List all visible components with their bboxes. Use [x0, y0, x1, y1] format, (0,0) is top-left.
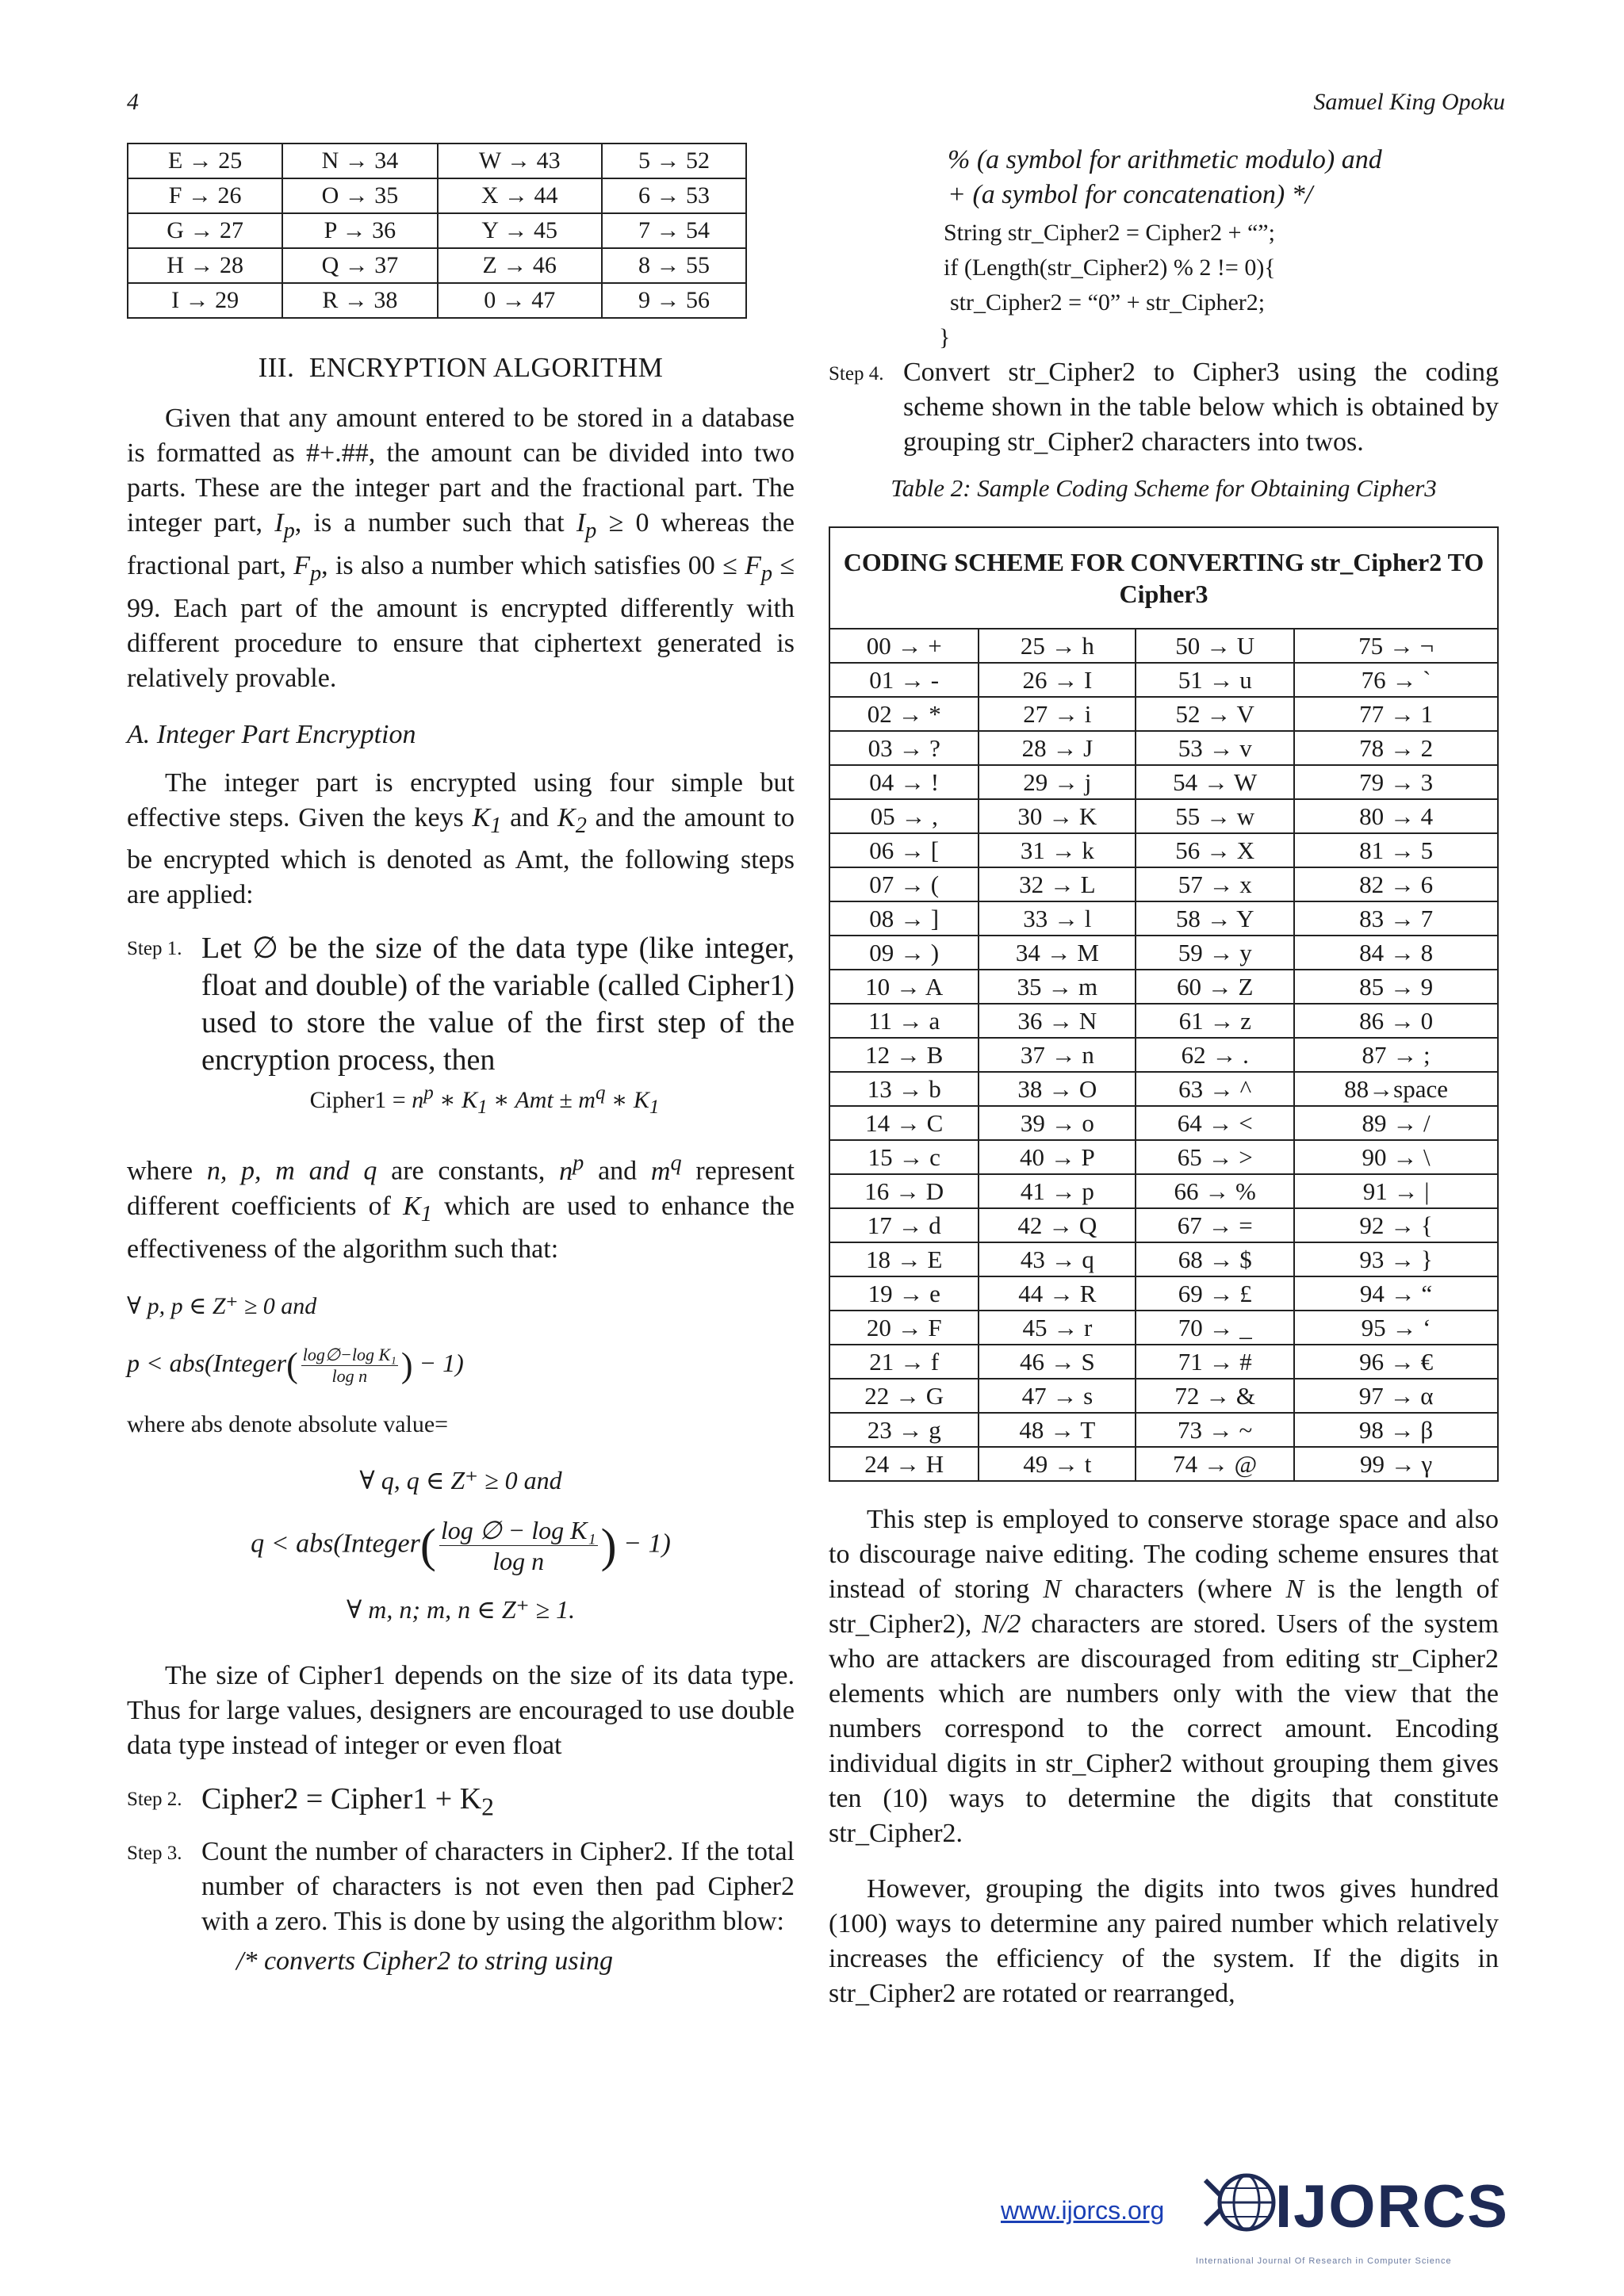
table-cell: 50 → U — [1136, 629, 1294, 663]
table-cell: 37 → n — [979, 1038, 1136, 1072]
table-cell: G → 27 — [128, 213, 282, 248]
table-cell: 83 → 7 — [1294, 901, 1498, 936]
table-cell: 76 → ` — [1294, 663, 1498, 697]
table-row — [829, 629, 1498, 663]
table-row — [829, 1208, 1498, 1242]
running-author: Samuel King Opoku — [1313, 89, 1505, 115]
table-cell: 43 → q — [979, 1242, 1136, 1276]
table-cell: P → 36 — [282, 213, 437, 248]
table-row — [829, 970, 1498, 1004]
table-cell: 73 → ~ — [1136, 1413, 1294, 1447]
table-cell: 06 → [ — [829, 833, 979, 867]
table-cell: 17 → d — [829, 1208, 979, 1242]
table-cell: 24 → H — [829, 1447, 979, 1481]
code-line: String str_Cipher2 = Cipher2 + “”; — [944, 220, 1275, 246]
table-row — [829, 663, 1498, 697]
table-cell: 71 → # — [1136, 1345, 1294, 1379]
integer-paragraph: The integer part is encrypted using four simple but effective steps. Given the keys $K_1$ and $K_2$ and the amount to be encrypted which is denoted as Amt, the following steps are applied: — [127, 767, 795, 910]
table-row — [829, 1447, 1498, 1481]
step-label: Step 2. — [127, 1788, 182, 1810]
code-line: + (a symbol for concatenation) */ — [948, 180, 1313, 209]
table-cell: 00 → + — [829, 629, 979, 663]
table-cell: 68 → $ — [1136, 1242, 1294, 1276]
table-row — [829, 697, 1498, 731]
table-cell: 6 → 53 — [602, 178, 746, 213]
table-cell: N → 34 — [282, 144, 437, 178]
table-cell: 31 → k — [979, 833, 1136, 867]
table-cell: I → 29 — [128, 283, 282, 318]
step-text: Let ∅ be the size of the data type (like integer, float and double) of the variable (called Cipher1) used to store the value of the first step of the encryption process, then — [201, 932, 795, 1077]
table-row — [829, 936, 1498, 970]
table-cell: 53 → v — [1136, 731, 1294, 765]
character-mapping-table — [127, 143, 747, 319]
table-cell: 12 → B — [829, 1038, 979, 1072]
table-cell: 72 → & — [1136, 1379, 1294, 1413]
coding-table-title: CODING SCHEME FOR CONVERTING str_Cipher2 TO Cipher3 — [829, 527, 1498, 629]
code-block — [948, 143, 1499, 212]
table-cell: 92 → { — [1294, 1208, 1498, 1242]
table-cell: 93 → } — [1294, 1242, 1498, 1276]
page-number: 4 — [127, 89, 139, 115]
table-cell: 11 → a — [829, 1004, 979, 1038]
size-paragraph: The size of Cipher1 depends on the size of its data type. Thus for large values, designers are encouraged to use double data type instead of integer or even float — [127, 1660, 795, 1760]
table-cell: 45 → r — [979, 1311, 1136, 1345]
table-cell: 64 → < — [1136, 1106, 1294, 1140]
table-cell: 91 → | — [1294, 1174, 1498, 1208]
table-cell: Y → 45 — [438, 213, 602, 248]
table-cell: 07 → ( — [829, 867, 979, 901]
table-cell: O → 35 — [282, 178, 437, 213]
table-cell: 8 → 55 — [602, 248, 746, 283]
table-cell: 15 → c — [829, 1140, 979, 1174]
condition-p-bound: p < abs(Integer( $\frac{\text{log∅−log K₁}}{\text{log n}}$ ) − 1) — [127, 1344, 464, 1386]
table-row — [829, 1174, 1498, 1208]
table-cell: 13 → b — [829, 1072, 979, 1106]
step-text: Cipher2 = Cipher1 + $K_2$ — [201, 1781, 494, 1821]
table-cell: 20 → F — [829, 1311, 979, 1345]
table-row — [128, 248, 746, 283]
coding-scheme-table — [829, 526, 1499, 1482]
table-cell: Q → 37 — [282, 248, 437, 283]
table-row — [128, 178, 746, 213]
conserve-paragraph: This step is employed to conserve storage space and also to discourage naive editing. The coding scheme ensures that instead of storing N characters (where N is the length of str_Cipher2), N/2 characters are stored. Users of the system who are attackers are discouraged from editing str_Cipher2 elements which are numbers only with the view that the numbers correspond to the correct amount. Encoding individual digits in str_Cipher2 without grouping them gives ten (10) ways to determine the digits that constitute str_Cipher2. — [829, 1505, 1500, 1848]
table-cell: 34 → M — [979, 936, 1136, 970]
table-cell: 27 → i — [979, 697, 1136, 731]
table-cell: 47 → s — [979, 1379, 1136, 1413]
table-cell: 74 → @ — [1136, 1447, 1294, 1481]
subsection-heading: A. Integer Part Encryption — [127, 719, 416, 749]
table-cell: 75 → ¬ — [1294, 629, 1498, 663]
table-cell: 88→space — [1294, 1072, 1498, 1106]
step-label: Step 1. — [127, 938, 182, 960]
table-row — [829, 1106, 1498, 1140]
table-row — [829, 1379, 1498, 1413]
table-cell: 23 → g — [829, 1413, 979, 1447]
step-text: Count the number of characters in Cipher2. If the total number of characters is not even then pad Cipher2 with a zero. This is done by using the algorithm blow: /* converts Cipher2 to string using — [201, 1835, 795, 1979]
table-cell: 69 → £ — [1136, 1276, 1294, 1311]
table-cell: 99 → γ — [1294, 1447, 1498, 1481]
table-cell: 49 → t — [979, 1447, 1136, 1481]
step-1 — [127, 930, 795, 1079]
table-cell: 82 → 6 — [1294, 867, 1498, 901]
table-cell: 57 → x — [1136, 867, 1294, 901]
table-row — [128, 213, 746, 248]
table-cell: 54 → W — [1136, 765, 1294, 799]
table-cell: 21 → f — [829, 1345, 979, 1379]
section-heading: III. ENCRYPTION ALGORITHM — [258, 352, 664, 383]
table-cell: 19 → e — [829, 1276, 979, 1311]
table-cell: 96 → € — [1294, 1345, 1498, 1379]
condition-p-domain: ∀ p, p ∈ Z⁺ ≥ 0 and — [127, 1292, 317, 1319]
table-row — [829, 1242, 1498, 1276]
code-line: if (Length(str_Cipher2) % 2 != 0){ — [944, 254, 1276, 281]
table-cell: 59 → y — [1136, 936, 1294, 970]
code-line: % (a symbol for arithmetic modulo) and — [948, 145, 1382, 174]
table-cell: 77 → 1 — [1294, 697, 1498, 731]
ijorcs-logo-tagline: International Journal Of Research in Computer Science — [1196, 2256, 1452, 2266]
table-cell: 44 → R — [979, 1276, 1136, 1311]
table-cell: 40 → P — [979, 1140, 1136, 1174]
table-row — [829, 1413, 1498, 1447]
table-cell: 03 → ? — [829, 731, 979, 765]
table-cell: 85 → 9 — [1294, 970, 1498, 1004]
table-cell: 35 → m — [979, 970, 1136, 1004]
table-cell: E → 25 — [128, 144, 282, 178]
table-cell: 90 → \ — [1294, 1140, 1498, 1174]
table-cell: 22 → G — [829, 1379, 979, 1413]
where-paragraph: where n, p, m and q are constants, $n^p$ and $m^q$ represent different coefficients of $K_1$ which are used to enhance the effectiveness of the algorithm such that: — [127, 1150, 795, 1264]
table-cell: 7 → 54 — [602, 213, 746, 248]
table-cell: 80 → 4 — [1294, 799, 1498, 833]
cipher1-formula: Cipher1 = $n^p$ ∗ $K_1$ ∗ Amt ± $m^q$ ∗ $K_1$ — [309, 1082, 660, 1119]
table-cell: 36 → N — [979, 1004, 1136, 1038]
table-row — [829, 731, 1498, 765]
table-row — [829, 1004, 1498, 1038]
step-3 — [127, 1835, 795, 1979]
table-cell: 86 → 0 — [1294, 1004, 1498, 1038]
table-cell: 46 → S — [979, 1345, 1136, 1379]
table-cell: 32 → L — [979, 867, 1136, 901]
condition-q-bound: q < abs(Integer( $\frac{\text{log ∅ − log K₁}}{\text{log n}}$ ) − 1) — [251, 1515, 671, 1575]
journal-url-link[interactable]: www.ijorcs.org — [1001, 2196, 1165, 2225]
table-cell: 5 → 52 — [602, 144, 746, 178]
table-row — [829, 833, 1498, 867]
table-cell: 09 → ) — [829, 936, 979, 970]
table-caption: Table 2: Sample Coding Scheme for Obtaining Cipher3 — [891, 474, 1437, 502]
table-cell: 67 → = — [1136, 1208, 1294, 1242]
table-row — [829, 799, 1498, 833]
step-2 — [127, 1781, 795, 1826]
table-cell: 79 → 3 — [1294, 765, 1498, 799]
table-cell: 01 → - — [829, 663, 979, 697]
condition-mn: ∀ m, n; m, n ∈ Z⁺ ≥ 1. — [346, 1594, 576, 1624]
table-cell: 10 → A — [829, 970, 979, 1004]
table-row — [829, 765, 1498, 799]
table-cell: H → 28 — [128, 248, 282, 283]
condition-q-domain: ∀ q, q ∈ Z⁺ ≥ 0 and — [359, 1465, 562, 1494]
step-4 — [829, 355, 1499, 460]
table-cell: F → 26 — [128, 178, 282, 213]
table-cell: 26 → I — [979, 663, 1136, 697]
table-cell: 87 → ; — [1294, 1038, 1498, 1072]
table-cell: 29 → j — [979, 765, 1136, 799]
table-cell: 05 → , — [829, 799, 979, 833]
table-row — [829, 1311, 1498, 1345]
table-cell: 70 → _ — [1136, 1311, 1294, 1345]
table-cell: 02 → * — [829, 697, 979, 731]
table-cell: 66 → % — [1136, 1174, 1294, 1208]
table-cell: W → 43 — [438, 144, 602, 178]
table-cell: 33 → l — [979, 901, 1136, 936]
table-cell: 89 → / — [1294, 1106, 1498, 1140]
table-cell: 61 → z — [1136, 1004, 1294, 1038]
step-label: Step 4. — [829, 363, 884, 385]
left-column — [127, 143, 795, 1979]
table-cell: 39 → o — [979, 1106, 1136, 1140]
table-cell: 18 → E — [829, 1242, 979, 1276]
table-cell: 84 → 8 — [1294, 936, 1498, 970]
table-row — [128, 283, 746, 318]
table-cell: 48 → T — [979, 1413, 1136, 1447]
table-cell: X → 44 — [438, 178, 602, 213]
code-line: } — [939, 324, 951, 350]
table-cell: 38 → O — [979, 1072, 1136, 1106]
table-cell: 42 → Q — [979, 1208, 1136, 1242]
table-cell: 58 → Y — [1136, 901, 1294, 936]
table-cell: 63 → ^ — [1136, 1072, 1294, 1106]
table-cell: 62 → . — [1136, 1038, 1294, 1072]
table-cell: 08 → ] — [829, 901, 979, 936]
table-cell: 14 → C — [829, 1106, 979, 1140]
table-cell: 0 → 47 — [438, 283, 602, 318]
table-cell: 78 → 2 — [1294, 731, 1498, 765]
table-row — [829, 1140, 1498, 1174]
table-cell: 95 → ‘ — [1294, 1311, 1498, 1345]
table-cell: 51 → u — [1136, 663, 1294, 697]
table-cell: 28 → J — [979, 731, 1136, 765]
table-row — [128, 144, 746, 178]
step-text: Convert str_Cipher2 to Cipher3 using the coding scheme shown in the table below which is obtained by grouping str_Cipher2 characters into twos. — [903, 358, 1499, 457]
right-column — [829, 143, 1499, 2011]
table-cell: 94 → “ — [1294, 1276, 1498, 1311]
table-cell: 97 → α — [1294, 1379, 1498, 1413]
table-row — [829, 901, 1498, 936]
table-row — [829, 1345, 1498, 1379]
table-cell: Z → 46 — [438, 248, 602, 283]
table-cell: 41 → p — [979, 1174, 1136, 1208]
table-cell: 81 → 5 — [1294, 833, 1498, 867]
table-cell: 65 → > — [1136, 1140, 1294, 1174]
table-cell: 98 → β — [1294, 1413, 1498, 1447]
ijorcs-logo-text: IJORCS — [1275, 2173, 1509, 2241]
table-cell: 56 → X — [1136, 833, 1294, 867]
abs-note: where abs denote absolute value= — [127, 1410, 449, 1437]
code-block-statements — [939, 216, 1499, 355]
table-row — [829, 1276, 1498, 1311]
table-cell: 25 → h — [979, 629, 1136, 663]
step-label: Step 3. — [127, 1843, 182, 1865]
code-comment: /* converts Cipher2 to string using — [236, 1946, 614, 1976]
table-cell: 55 → w — [1136, 799, 1294, 833]
table-cell: 60 → Z — [1136, 970, 1294, 1004]
table-cell: 16 → D — [829, 1174, 979, 1208]
table-cell: 30 → K — [979, 799, 1136, 833]
table-cell: 52 → V — [1136, 697, 1294, 731]
table-row — [829, 867, 1498, 901]
table-cell: 9 → 56 — [602, 283, 746, 318]
table-cell: 04 → ! — [829, 765, 979, 799]
intro-paragraph: Given that any amount entered to be stored in a database is formatted as #+.##, the amount can be divided into two parts. These are the integer part and the fractional part. The integer part, $I_p$, is a number such that $I_p \ge 0$ whereas the fractional part, $F_p$, is also a number which satisfies $00 \le F_p \le 99$. Each part of the amount is encrypted differently with different procedure to ensure that ciphertext generated is relatively provable. — [127, 404, 795, 693]
grouping-paragraph: However, grouping the digits into twos gives hundred (100) ways to determine any paired number which relatively increases the efficiency of the system. If the digits in str_Cipher2 are rotated or rearranged, — [829, 1874, 1499, 2008]
table-row — [829, 1038, 1498, 1072]
table-row — [829, 1072, 1498, 1106]
table-cell: R → 38 — [282, 283, 437, 318]
code-line: str_Cipher2 = “0” + str_Cipher2; — [950, 289, 1266, 316]
